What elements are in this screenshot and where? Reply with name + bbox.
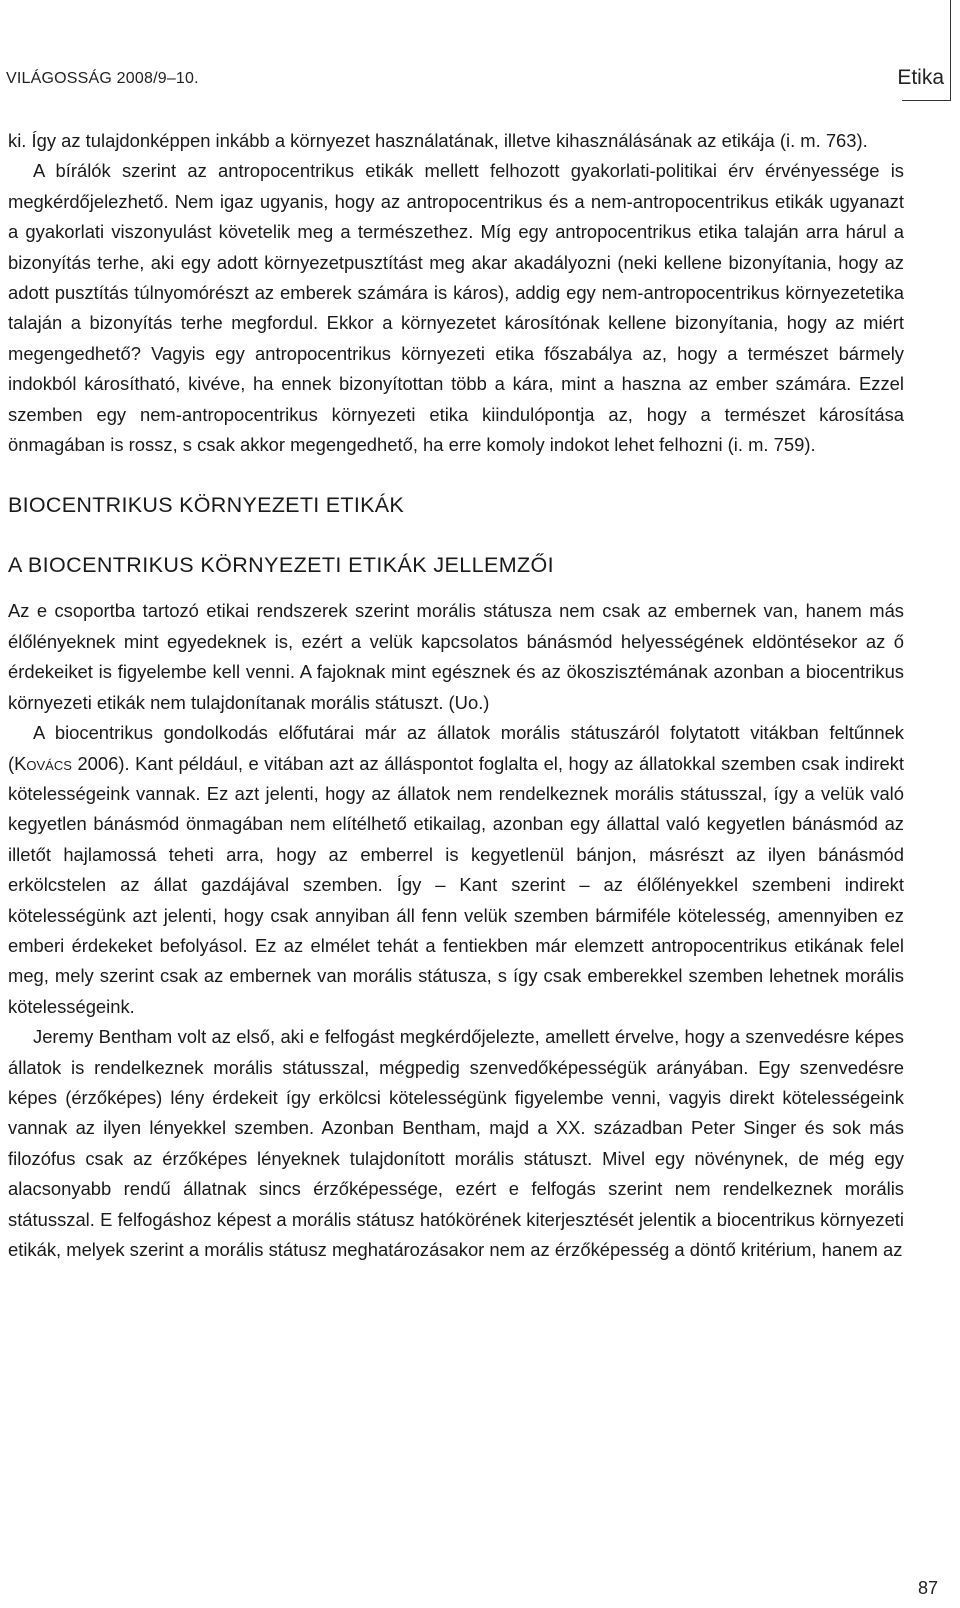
- paragraph-kant-part-2: 2006). Kant például, e vitában azt az álláspontot foglalta el, hogy az állatokkal szemben csak indirekt kötelességeink vannak. Ez azt jelenti, hogy az állatok nem rendelkeznek morális státusszal, így a velük való kegyetlen bánásmód önmagában nem elítélhető etikailag, azonban egy állattal való kegyetlen bánásmód az illetőt hajlamossá teheti arra, hogy az emberrel is kegyetlenül bánjon, másrészt az ilyen bánásmód erkölcstelen az állat gazdájával szemben. Így – Kant szerint – az élőlényekkel szembeni indirekt kötelességünk azt jelenti, hogy csak annyiban áll fenn velük szemben bármiféle kötelesség, amennyiben ez emberi érdekeket befolyásol. Ez az elmélet tehát a fentiekben már elemzett antropocentrikus etikának felel meg, mely szerint csak az embernek van morális státusza, s így csak emberekkel szemben lehetnek morális kötelességeink.: [8, 752, 904, 1017]
- paragraph-continuation: ki. Így az tulajdonképpen inkább a környezet használatának, illetve kihasználásának az etikája (i. m. 763).: [8, 130, 868, 151]
- page-header: [0, 0, 960, 100]
- section-title: BIOCENTRIKUS KÖRNYEZETI ETIKÁK: [8, 493, 405, 518]
- section-label: Etika: [897, 66, 944, 89]
- journal-title: VILÁGOSSÁG 2008/9–10.: [6, 70, 199, 87]
- page-number: 87: [917, 1578, 938, 1598]
- section-tab-rule-horizontal: [902, 100, 951, 101]
- paragraph-definition: Az e csoportba tartozó etikai rendszerek szerint morális státusza nem csak az embernek van, hanem más élőlényeknek mint egyedeknek is, ezért a velük kapcsolatos bánásmód helyességének eldöntésekor az ő érdekeiket is figyelembe kell venni. A fajoknak mint egésznek és az ökoszisztémának azonban a biocentrikus környezeti etikák nem tulajdonítanak morális státuszt. (Uo.): [8, 600, 904, 713]
- paragraph-kant: [8, 718, 904, 1022]
- paragraph-critique: A bírálók szerint az antropocentrikus etikák mellett felhozott gyakorlati-politikai érv érvényessége is megkérdőjelezhető. Nem igaz ugyanis, hogy az antropocentrikus és a nem-antropocentrikus etikák ugyanazt a gyakorlati viszonyulást követelik meg a természethez. Míg egy antropocentrikus etika talaján arra hárul a bizonyítás terhe, aki egy adott környezetpusztítást meg akar akadályozni (neki kellene bizonyítania, hogy az adott pusztítás túlnyomórészt az emberek számára is káros), addig egy nem-antropocentrikus környezetetika talaján a bizonyítás terhe megfordul. Ekkor a környezetet károsítónak kellene bizonyítania, hogy az miért megengedhető? Vagyis egy antropocentrikus környezeti etika főszabálya az, hogy a természet bármely indokból károsítható, kivéve, ha ennek bizonyítottan több a kára, mint a haszna az ember számára. Ezzel szemben egy nem-antropocentrikus környezeti etika kiindulópontja az, hogy a természet károsítása önmagában is rossz, s csak akkor megengedhető, ha erre komoly indokot lehet felhozni (i. m. 759).: [8, 160, 904, 456]
- section-tab-rule-vertical: [950, 0, 951, 101]
- paragraph-bentham: Jeremy Bentham volt az első, aki e felfogást megkérdőjelezte, amellett érvelve, hogy a szenvedésre képes állatok is rendelkeznek morális státusszal, mégpedig szenvedőképességük arányában. Egy szenvedésre képes (érzőképes) lény érdekeit így erkölcsi kötelességünk figyelembe venni, vagyis direkt kötelességeink vannak az ilyen lényekkel szemben. Azonban Bentham, majd a XX. században Peter Singer és sok más filozófus csak az érzőképes lényeknek tulajdonított morális státuszt. Mivel egy növénynek, de még egy alacsonyabb rendű állatnak sincs érzőképessége, ezért e felfogás szerint nem rendelkeznek morális státusszal. E felfogáshoz képest a morális státusz hatókörének kiterjesztését jelentik a biocentrikus környezeti etikák, melyek szerint a morális státusz meghatározásakor nem az érzőképesség a döntő kritérium, hanem az: [8, 1026, 904, 1260]
- paragraph-kant-part-1: A biocentrikus gondolkodás előfutárai már az állatok morális státuszáról folytatott vitákban feltűnnek (: [8, 722, 904, 774]
- citation-author: Kovács: [14, 752, 72, 774]
- article-body: [8, 126, 904, 1265]
- subsection-title: A BIOCENTRIKUS KÖRNYEZETI ETIKÁK JELLEMZŐI: [8, 553, 555, 578]
